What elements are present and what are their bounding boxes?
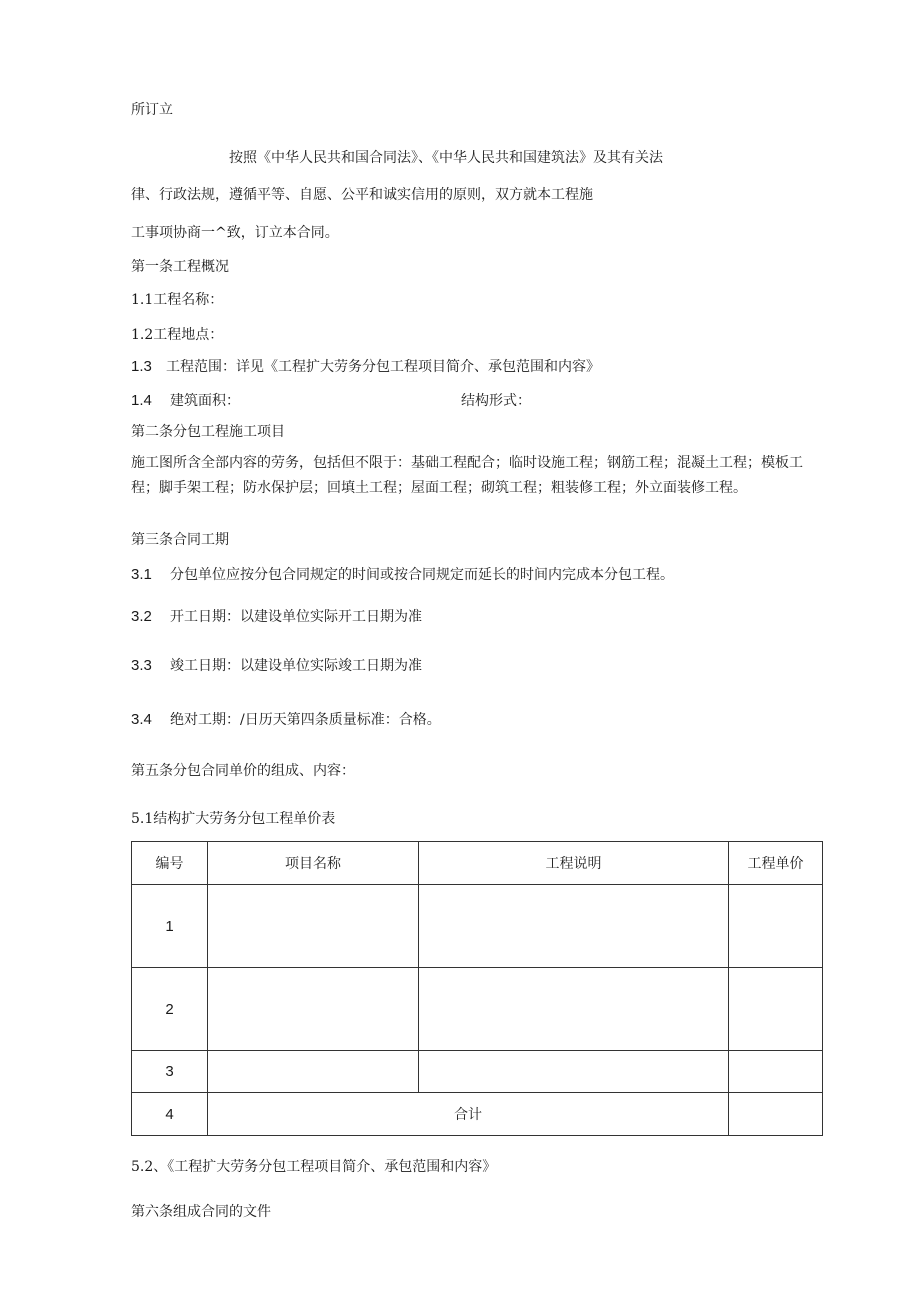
table-caption: 5.1结构扩大劳务分包工程单价表 <box>131 811 336 827</box>
row-number: 1 <box>132 885 208 968</box>
table-header-row <box>132 842 823 885</box>
row-number: 2 <box>132 968 208 1051</box>
header-cell: 项目名称 <box>208 842 419 885</box>
text-line: 所订立 <box>131 102 173 118</box>
clause-number: 3.3 <box>131 657 152 674</box>
table-row <box>132 968 823 1051</box>
clause-text: 分包单位应按分包合同规定的时间或按合同规定而延长的时间内完成本分包工程。 <box>170 567 674 583</box>
header-cell: 工程说明 <box>419 842 729 885</box>
clause-text: 开工日期：以建设单位实际开工日期为准 <box>170 609 422 625</box>
row-number: 3 <box>132 1051 208 1093</box>
description-cell <box>419 1051 729 1093</box>
total-price-cell <box>729 1093 823 1136</box>
clause-text: 1.2工程地点： <box>131 327 224 343</box>
clause-text: 竣工日期：以建设单位实际竣工日期为准 <box>170 658 422 674</box>
table-row <box>132 1051 823 1093</box>
table-total-row <box>132 1093 823 1136</box>
paragraph: 施工图所含全部内容的劳务，包括但不限于：基础工程配合；临时设施工程；钢筋工程；混凝土工程；模板工程；脚手架工程；防水保护层；回填土工程；屋面工程；砌筑工程；粗装修工程；外立面装修工程。 <box>131 455 803 496</box>
header-cell: 工程单价 <box>729 842 823 885</box>
item-name-cell <box>208 968 419 1051</box>
unit-price-table <box>131 841 823 1136</box>
section-heading: 第一条工程概况 <box>131 259 229 275</box>
item-name-cell <box>208 1051 419 1093</box>
header-cell: 编号 <box>132 842 208 885</box>
section-heading: 第六条组成合同的文件 <box>131 1204 271 1220</box>
row-number: 4 <box>132 1093 208 1136</box>
clause-text: 建筑面积： <box>170 393 240 409</box>
item-name-cell <box>208 885 419 968</box>
section-heading: 第五条分包合同单价的组成、内容： <box>131 763 355 779</box>
clause-text: 绝对工期：/日历天第四条质量标准：合格。 <box>170 712 441 728</box>
text-line: 按照《中华人民共和国合同法》、《中华人民共和国建筑法》及其有关法 <box>229 150 663 166</box>
description-cell <box>419 885 729 968</box>
clause-number: 3.4 <box>131 711 152 728</box>
clause-number: 3.2 <box>131 608 152 625</box>
clause-text: 5.2、《工程扩大劳务分包工程项目简介、承包范围和内容》 <box>131 1159 497 1175</box>
clause-text: 工程范围：详见《工程扩大劳务分包工程项目简介、承包范围和内容》 <box>166 359 600 375</box>
clause-text: 1.1工程名称： <box>131 292 224 308</box>
clause-text: 结构形式： <box>461 393 531 409</box>
table-row <box>132 885 823 968</box>
text-line: 律、行政法规，遵循平等、自愿、公平和诚实信用的原则，双方就本工程施 <box>131 187 593 203</box>
text-line: 工事项协商一^致，订立本合同。 <box>131 225 339 241</box>
clause-number: 3.1 <box>131 566 152 583</box>
description-cell <box>419 968 729 1051</box>
unit-price-cell <box>729 885 823 968</box>
clause-number: 1.3 <box>131 358 152 375</box>
total-label: 合计 <box>208 1093 729 1136</box>
unit-price-cell <box>729 1051 823 1093</box>
clause-number: 1.4 <box>131 392 152 409</box>
unit-price-cell <box>729 968 823 1051</box>
section-heading: 第三条合同工期 <box>131 532 229 548</box>
section-heading: 第二条分包工程施工项目 <box>131 424 285 440</box>
